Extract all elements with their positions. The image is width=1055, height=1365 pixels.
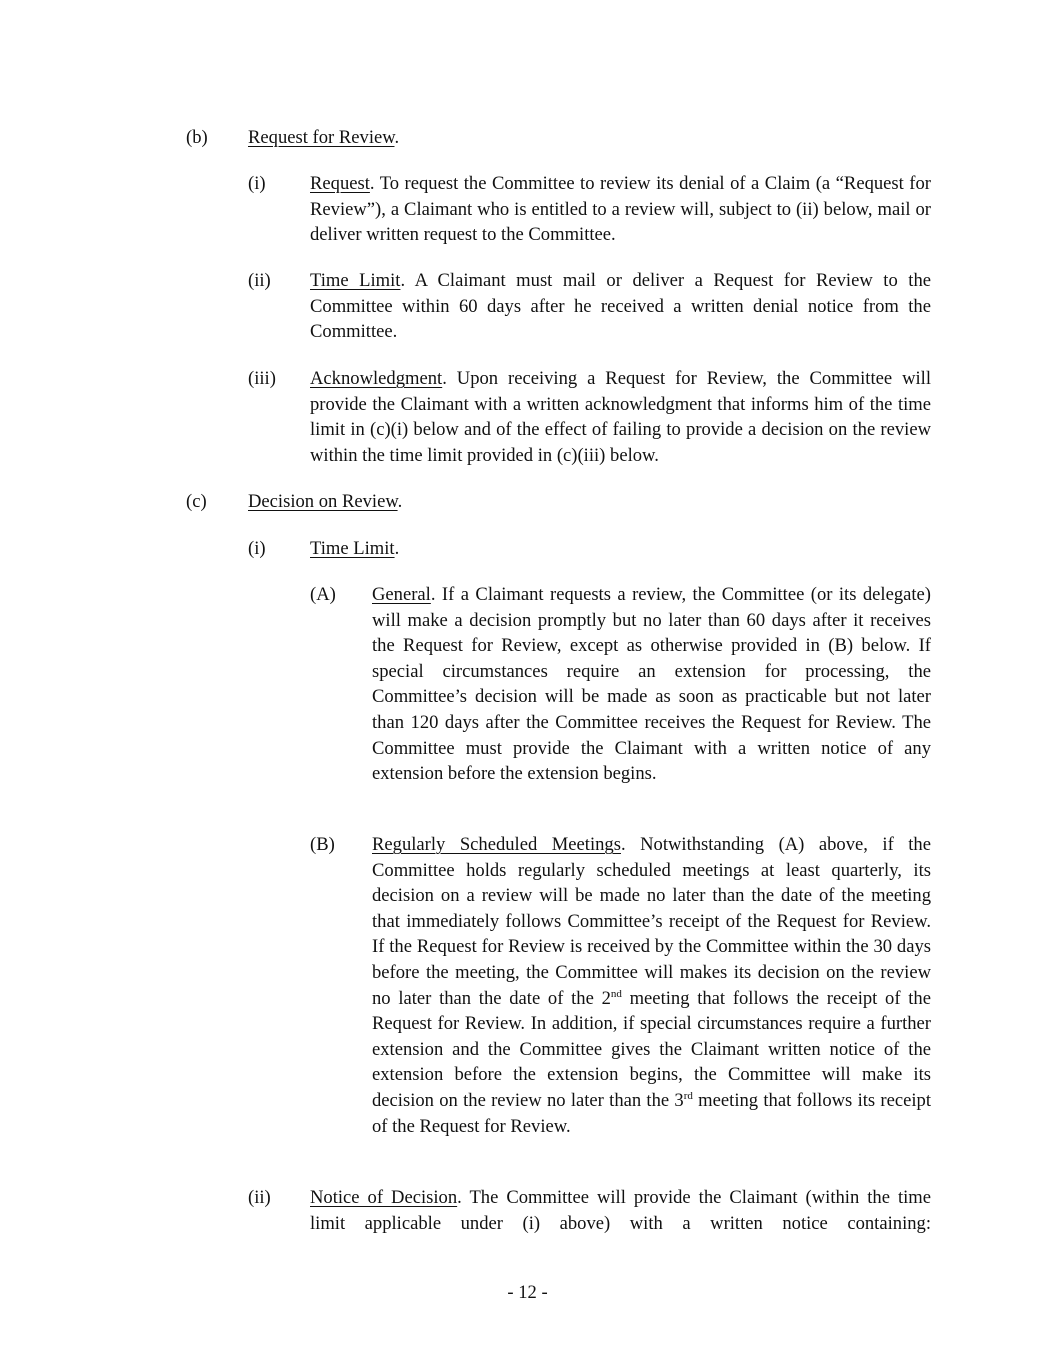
section-c-sub-b-sup-1: nd bbox=[610, 987, 622, 1000]
section-b-item-2-text: . A Claimant must mail or deliver a Request for Review to the Committee within 60 days after he received a written denial notice from the Committee. bbox=[310, 270, 931, 343]
section-c-sub-b-heading: Regularly Scheduled Meetings bbox=[372, 834, 621, 855]
section-c-sub-b-text-2: meeting that follows the receipt of the Request for Review. In addition, if special circumstances require a further extension and the Committee gives the Claimant written notice of the extension before the extension begins, the Committee will make its decision on the review no later than the 3 bbox=[372, 987, 931, 1111]
section-b-item-1-paragraph bbox=[310, 171, 931, 248]
section-c-title-punct: . bbox=[397, 491, 403, 512]
section-b-item-1-heading: Request bbox=[310, 173, 370, 194]
section-b-item-2-label: (ii) bbox=[248, 270, 271, 291]
section-c-heading bbox=[248, 489, 402, 515]
section-c-item-1-label: (i) bbox=[248, 538, 266, 559]
section-c-sub-a-heading: General bbox=[372, 584, 431, 605]
section-c-sub-b-label: (B) bbox=[310, 834, 335, 855]
section-c-sub-b-text-1: . Notwithstanding (A) above, if the Committee holds regularly scheduled meetings at least quarterly, its decision on a review will be made no later than the date of the meeting that immediately follows Committee’s receipt of the Request for Review. If the Request for Review is received by the Committee within the 30 days before the meeting, the Committee will makes its decision on the review no later than the date of the 2 bbox=[372, 834, 931, 1009]
section-c-sub-b-sup-2: rd bbox=[683, 1089, 693, 1102]
section-c-sub-a-text: . If a Claimant requests a review, the Committee (or its delegate) will make a decision promptly but no later than 60 days after it receives the Request for Review, except as otherwise provided in (B) below. If special circumstances require an extension for processing, the Committee’s decision will be made as soon as practicable but not later than 120 days after the Committee receives the Request for Review. The Committee must provide the Claimant with a written notice of any extension before the extension begins. bbox=[372, 584, 931, 785]
section-b-item-2-heading: Time Limit bbox=[310, 270, 401, 291]
section-b-title: Request for Review bbox=[248, 127, 395, 148]
section-b-item-1-text: . To request the Committee to review its denial of a Claim (a “Request for Review”), a Claimant who is entitled to a review will, subject to (ii) below, mail or deliver written request to the Committee. bbox=[310, 173, 931, 246]
section-c-sub-b-paragraph bbox=[372, 832, 931, 1139]
section-c-item-2-text: . The Committee will provide the Claimant (within the time limit applicable under (i) above) with a written notice containing: bbox=[310, 1187, 931, 1234]
page-number: - 12 - bbox=[507, 1282, 548, 1303]
section-c-item-1-heading-punct: . bbox=[394, 538, 400, 559]
section-b-title-punct: . bbox=[394, 127, 400, 148]
section-c-item-1-heading: Time Limit bbox=[310, 538, 395, 559]
section-b-item-3-label: (iii) bbox=[248, 368, 276, 389]
section-b-label: (b) bbox=[186, 127, 208, 148]
section-b-item-3-paragraph bbox=[310, 366, 931, 468]
section-c-sub-a-label: (A) bbox=[310, 584, 336, 605]
section-c-item-2-paragraph bbox=[310, 1185, 931, 1236]
section-c-sub-a-paragraph bbox=[372, 582, 931, 787]
section-b-item-2-paragraph bbox=[310, 268, 931, 345]
section-c-title: Decision on Review bbox=[248, 491, 398, 512]
section-b-item-3-text: . Upon receiving a Request for Review, the Committee will provide the Claimant with a written acknowledgment that informs him of the time limit in (c)(i) below and of the effect of failing to provide a decision on the review within the time limit provided in (c)(iii) below. bbox=[310, 368, 931, 466]
section-c-item-2-label: (ii) bbox=[248, 1187, 271, 1208]
section-c-label: (c) bbox=[186, 491, 207, 512]
section-c-item-2-heading: Notice of Decision bbox=[310, 1187, 458, 1208]
section-b-heading bbox=[248, 125, 399, 151]
section-c-sub-b-text-3: meeting that follows its receipt of the Request for Review. bbox=[372, 1089, 931, 1137]
section-c-item-1-heading-line bbox=[310, 536, 399, 562]
section-b-item-3-heading: Acknowledgment bbox=[310, 368, 443, 389]
section-b-item-1-label: (i) bbox=[248, 173, 266, 194]
